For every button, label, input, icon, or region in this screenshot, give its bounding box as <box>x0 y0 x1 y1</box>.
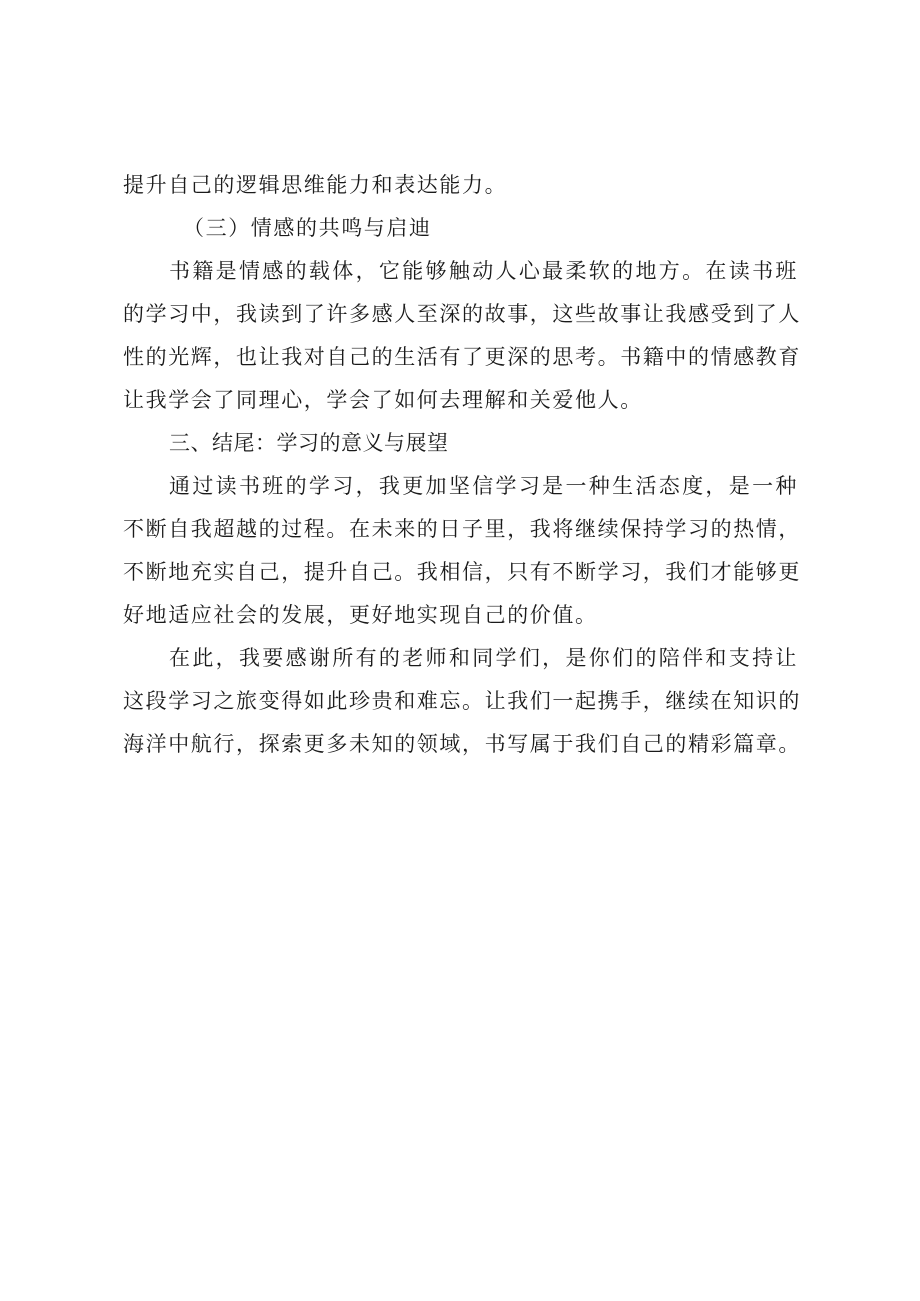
paragraph-line: 性的光辉，也让我对自己的生活有了更深的思考。书籍中的情感教育 <box>123 345 801 369</box>
section-heading-conclusion: 三、结尾：学习的意义与展望 <box>169 431 449 455</box>
paragraph-line-first: 书籍是情感的载体，它能够触动人心最柔软的地方。在读书班 <box>169 259 798 283</box>
paragraph-line: 海洋中航行，探索更多未知的领域，书写属于我们自己的精彩篇章。 <box>123 732 801 756</box>
paragraph-line-end: 提升自己的逻辑思维能力和表达能力。 <box>123 173 508 197</box>
paragraph-line-end: 好地适应社会的发展，更好地实现自己的价值。 <box>123 603 598 627</box>
section-subheading-emotion: （三）情感的共鸣与启迪 <box>183 216 432 240</box>
paragraph-line: 不断自我超越的过程。在未来的日子里，我将继续保持学习的热情， <box>123 517 801 541</box>
paragraph-line: 的学习中，我读到了许多感人至深的故事，这些故事让我感受到了人 <box>123 302 801 326</box>
document-page <box>123 168 801 770</box>
paragraph-line: 这段学习之旅变得如此珍贵和难忘。让我们一起携手，继续在知识的 <box>123 689 801 713</box>
paragraph-line-end: 让我学会了同理心，学会了如何去理解和关爱他人。 <box>123 388 643 412</box>
paragraph-line-first: 在此，我要感谢所有的老师和同学们，是你们的陪伴和支持让 <box>169 646 798 670</box>
paragraph-line: 不断地充实自己，提升自己。我相信，只有不断学习，我们才能够更 <box>123 560 801 584</box>
paragraph-line-first: 通过读书班的学习，我更加坚信学习是一种生活态度，是一种 <box>169 474 798 498</box>
